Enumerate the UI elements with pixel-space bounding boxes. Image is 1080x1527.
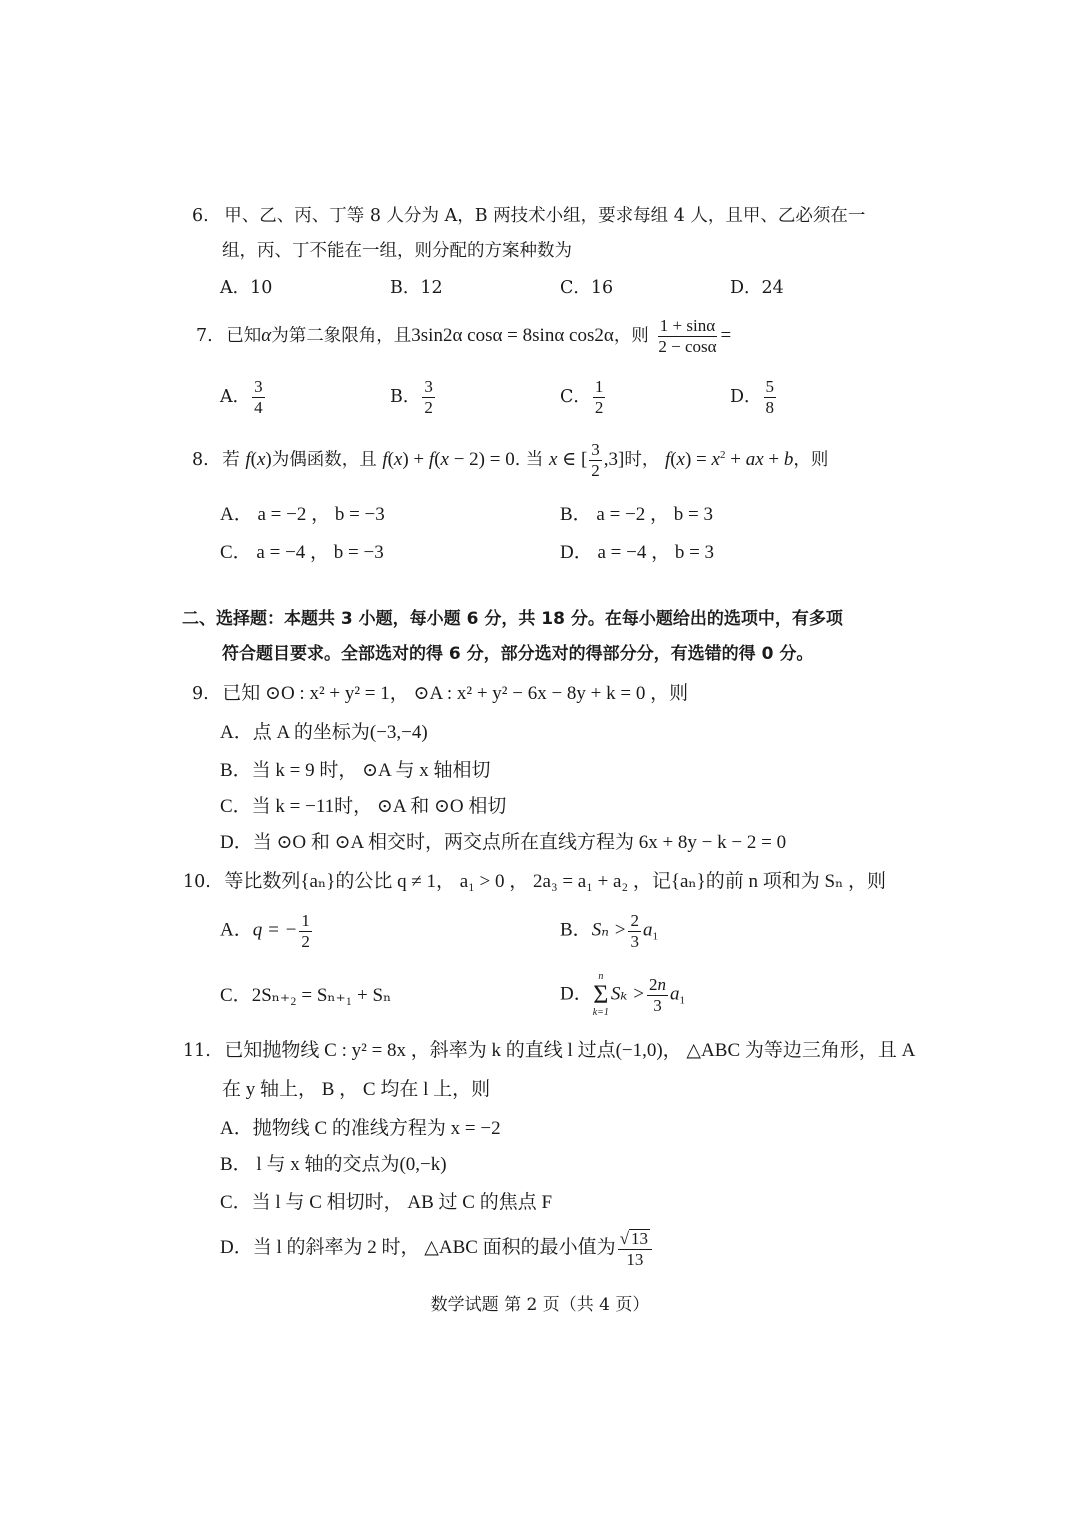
- q6-number: 6.: [192, 206, 209, 226]
- q7-option-d-label: D．: [730, 386, 762, 407]
- q7-option-d: [730, 378, 778, 417]
- q6-option-c: C．16: [560, 278, 614, 298]
- frac-num: 5: [765, 377, 775, 396]
- q7-equation: 3sin2α cosα = 8sinα cos2α: [411, 325, 614, 346]
- q10-option-b: B．Sₙ > $\frac{2}{3}$ $a_1$: [560, 911, 658, 951]
- q9-option-c: C．当 k = −11时， ⊙A 和 ⊙O 相切: [220, 796, 507, 817]
- frac-den: 4: [254, 397, 263, 417]
- q8-option-a: A． a = −2 ， b = −3: [220, 504, 385, 525]
- q10-option-c-label: C．: [220, 985, 252, 1006]
- q7-stem-a: 已知: [226, 326, 262, 346]
- q8-option-d: D． a = −4 ， b = 3: [560, 542, 715, 563]
- q8-stem-e: ，则: [793, 450, 829, 470]
- q7-equals: =: [720, 325, 732, 346]
- q6-option-d: D．24: [730, 278, 784, 298]
- q9-stem-row: [192, 684, 688, 704]
- section2-title-line1: 二、选择题：本题共 3 小题，每小题 6 分，共 18 分。在每小题给出的选项中，有多项: [182, 609, 843, 629]
- q10-option-b-text: Sₙ >: [591, 919, 627, 941]
- q11-option-d: [220, 1228, 654, 1268]
- q10-option-a-label: A．: [220, 919, 253, 941]
- q7-stem-b: 为第二象限角，且: [271, 326, 412, 346]
- q6-stem-line1: 甲、乙、丙、丁等 8 人分为 A，B 两技术小组，要求每组 4 人，且甲、乙必须在一: [224, 206, 866, 226]
- q11-option-d-text: D．当 l 的斜率为 2 时， △ABC 面积的最小值为: [220, 1237, 616, 1258]
- q9-option-d: D．当 ⊙O 和 ⊙A 相交时，两交点所在直线方程为 6x + 8y − k − 2 = 0: [220, 832, 787, 853]
- q9-stem: 已知 ⊙O : x² + y² = 1， ⊙A : x² + y² − 6x − 8y + k = 0 ，则: [222, 683, 689, 704]
- frac-den: 2: [594, 397, 604, 417]
- section2-title-line2: 符合题目要求。全部选对的得 6 分，部分选对的得部分分，有选错的得 0 分。: [222, 644, 814, 664]
- q6-option-a: A．10: [220, 278, 273, 298]
- q8-stem-c: . 当: [514, 450, 544, 470]
- q10-option-b-label: B．: [560, 919, 592, 941]
- q7-stem-c: ，则: [613, 326, 649, 346]
- q7-frac-den: 2 − cosα: [658, 337, 717, 356]
- frac-num: 1: [594, 377, 604, 396]
- q11-number: 11.: [183, 1041, 211, 1061]
- q8-option-b: B． a = −2 ， b = 3: [560, 504, 714, 525]
- q7-option-c-label: C．: [560, 386, 591, 407]
- q10-option-c-text: 2Sₙ₊₂ = Sₙ₊₁ + Sₙ: [251, 985, 392, 1006]
- q10-option-a-text: q = −: [252, 919, 298, 941]
- q8-stem-a: 若: [222, 450, 240, 470]
- q8-option-c: C． a = −4 ， b = −3: [220, 542, 384, 563]
- q11-stem-row: [183, 1041, 915, 1061]
- q7-option-c: [560, 378, 607, 417]
- q10-option-d: D． n Σ k=1 Sₖ > $\frac{2n}{3}$ $a_1$: [560, 971, 685, 1018]
- q7-option-a-label: A．: [220, 386, 251, 407]
- q10-option-c: [220, 986, 391, 1005]
- q8-number: 8.: [192, 450, 209, 470]
- q8-stem-b: 为偶函数，且: [271, 450, 377, 470]
- q8-stem: [192, 440, 828, 480]
- q10-option-d-frac: $\frac{2n}{3}$: [648, 974, 666, 1015]
- q10-option-a-frac: $\frac{1}{2}$: [301, 911, 310, 951]
- q7-frac-num: 1 + sinα: [659, 316, 716, 336]
- frac-den: 8: [765, 397, 775, 417]
- q10-number: 10.: [183, 872, 211, 892]
- q8-function: $f(x) = x^2$ + ax + b: [664, 449, 794, 470]
- frac-num: 3: [254, 377, 263, 396]
- q9-option-b: B．当 k = 9 时， ⊙A 与 x 轴相切: [220, 760, 491, 781]
- page-footer: 数学试题 第 2 页（共 4 页）: [430, 1295, 650, 1315]
- q10-stem: 等比数列{aₙ}的公比 q ≠ 1， a₁ > 0 ， 2a₃ = a₁ + a₂ ，记{aₙ}的前 n 项和为 Sₙ ，则: [224, 871, 887, 892]
- q9-option-a: A．点 A 的坐标为(−3,−4): [220, 722, 428, 743]
- q11-option-a: A．抛物线 C 的准线方程为 x = −2: [220, 1118, 501, 1139]
- q8-interval: x ∈ [ $\frac{3}{2}$ ,3]: [548, 440, 625, 481]
- q10-option-d-text: Sₖ >: [610, 983, 645, 1005]
- q7-fraction: [656, 317, 718, 356]
- frac-den: 2: [424, 397, 433, 417]
- q9-number: 9.: [192, 684, 209, 704]
- q11-option-d-frac: $\frac{√ 13}{13}$: [618, 1229, 652, 1269]
- q11-option-b: B． l 与 x 轴的交点为(0,−k): [220, 1154, 447, 1175]
- q7-option-b-frac: [422, 378, 435, 417]
- q8-fx: f(x): [245, 449, 272, 470]
- q11-stem-line2: 在 y 轴上， B ， C 均在 l 上，则: [222, 1079, 491, 1100]
- sum-symbol: n Σ k=1: [592, 971, 609, 1018]
- q8-stem-d: 时，: [624, 450, 660, 470]
- q6-line1: [192, 208, 865, 226]
- q7-option-a-frac: [252, 378, 265, 417]
- q10-stem-row: [183, 872, 886, 892]
- q10-option-a: [220, 912, 314, 951]
- q8-equation: f(x) + f(x − 2) = 0: [382, 449, 515, 470]
- q7-option-d-frac: [764, 378, 777, 417]
- q6-stem-line2: 组，丙、丁不能在一组，则分配的方案种数为: [222, 241, 572, 261]
- q7-number: 7.: [196, 326, 213, 346]
- q11-stem-line1: 已知抛物线 C : y² = 8x ，斜率为 k 的直线 l 过点(−1,0)， △ABC 为等边三角形，且 A: [224, 1040, 916, 1061]
- q10-option-d-label: D．: [560, 983, 593, 1005]
- q11-option-c: C．当 l 与 C 相切时， AB 过 C 的焦点 F: [220, 1192, 553, 1213]
- q7-option-b: [390, 378, 437, 417]
- q7-alpha: α: [261, 325, 272, 346]
- q7-option-a: [220, 378, 267, 417]
- q6-option-b: B．12: [390, 278, 443, 298]
- frac-num: 3: [424, 377, 433, 396]
- q7-option-b-label: B．: [390, 386, 421, 407]
- q7-option-c-frac: [593, 378, 606, 417]
- q7-stem: [196, 316, 731, 356]
- q10-option-b-frac: $\frac{2}{3}$: [630, 911, 639, 951]
